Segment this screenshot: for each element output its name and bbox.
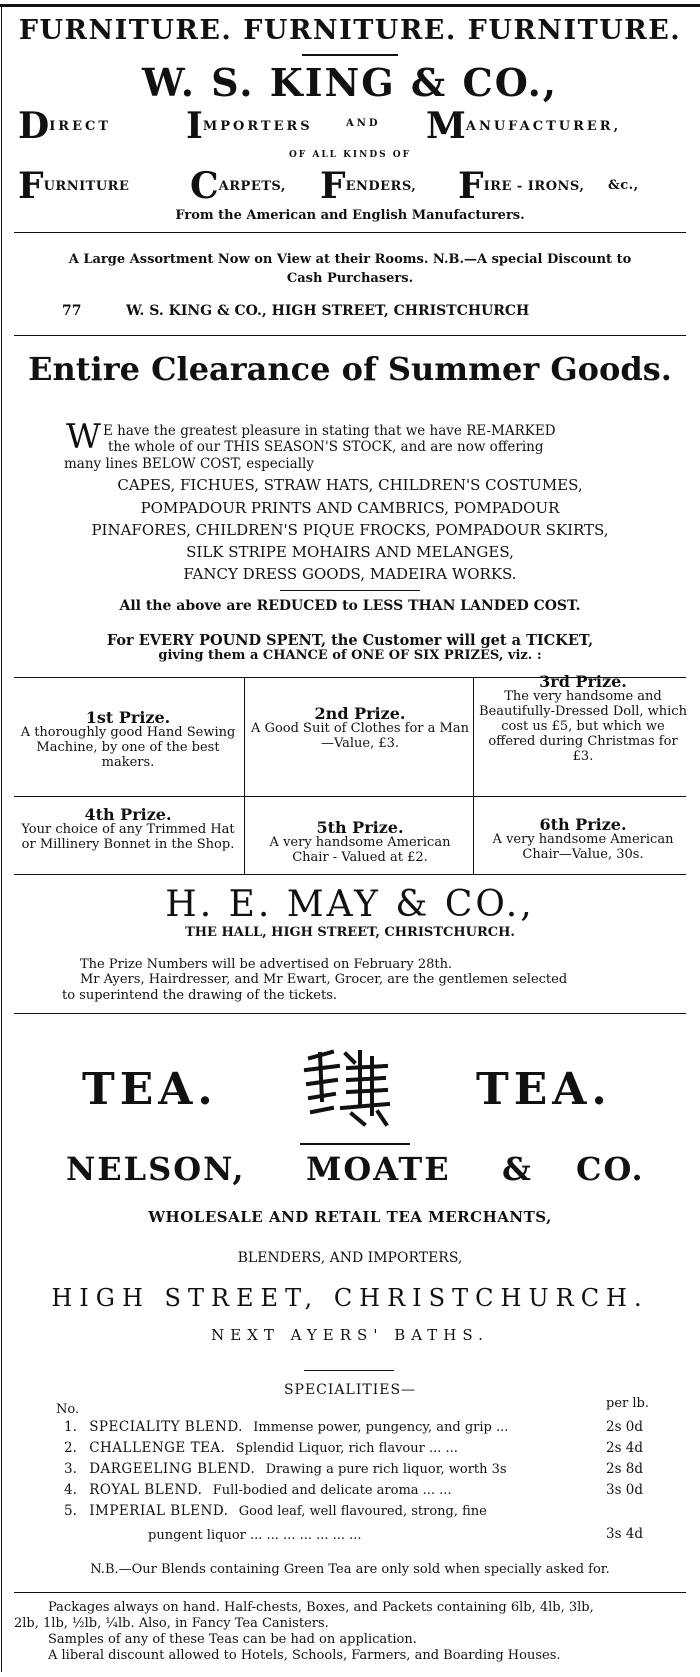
tea-item-desc: Drawing a pure rich liquor, worth 3s <box>265 1462 507 1477</box>
may-goods-line-5: FANCY DRESS GOODS, MADEIRA WORKS. <box>183 565 517 583</box>
may-every-pound-2: giving them a CHANCE of ONE OF SIX PRIZES, viz. : <box>158 648 542 663</box>
king-short-rule <box>302 54 398 56</box>
tea-item-desc: Good leaf, well flavoured, strong, fine <box>238 1504 487 1519</box>
tea-next-baths: NEXT AYERS' BATHS. <box>211 1326 489 1344</box>
and-word: AND <box>346 118 381 129</box>
tea-wholesale: WHOLESALE AND RETAIL TEA MERCHANTS, <box>148 1208 552 1226</box>
prize-divider-2 <box>473 677 474 874</box>
prize-4-text: Your choice of any Trimmed Hat or Millinery Bonnet in the Shop. <box>21 822 235 852</box>
tea-specialities-heading: SPECIALITIES— <box>283 1382 417 1398</box>
tea-item-name: CHALLENGE TEA. <box>89 1440 226 1456</box>
prize-table-bottom <box>14 874 686 875</box>
may-note-1: The Prize Numbers will be advertised on February 28th. <box>80 957 453 972</box>
tea-item-5-price: 3s 4d <box>606 1526 644 1542</box>
divider-2 <box>14 1013 686 1014</box>
manufacturer-word: MANUFACTURER, <box>426 105 622 147</box>
tea-item-price: 2s 8d <box>606 1461 644 1477</box>
importers-word: IMPORTERS <box>186 105 313 147</box>
king-assortment-1: A Large Assortment Now on View at their Rooms. N.B.—A special Discount to <box>68 252 632 267</box>
may-note-2: Mr Ayers, Hairdresser, and Mr Ewart, Grocer, are the gentlemen selected <box>80 972 568 987</box>
tea-item-desc: Splendid Liquor, rich flavour ... ... <box>235 1441 458 1456</box>
tea-per-lb-label: per lb. <box>606 1396 649 1411</box>
prize-divider-1 <box>244 677 245 874</box>
tea-word-left: TEA. <box>82 1064 218 1115</box>
king-mid-rule <box>14 232 686 233</box>
tea-nb-green: N.B.—Our Blends containing Green Tea are only sold when specially asked for. <box>90 1562 610 1577</box>
tea-short-rule-2 <box>304 1370 394 1371</box>
prize-1-text: A thoroughly good Hand Sewing Machine, by one of the best makers. <box>20 725 236 770</box>
prize-5-text: A very handsome American Chair - Valued at £2. <box>269 835 451 865</box>
prize-table-mid <box>14 796 686 797</box>
may-address: THE HALL, HIGH STREET, CHRISTCHURCH. <box>185 925 515 940</box>
may-note-3: to superintend the drawing of the tickets. <box>62 988 338 1003</box>
tea-item-name: DARGEELING BLEND. <box>89 1461 256 1477</box>
tea-item-num: 2. <box>64 1440 77 1456</box>
may-goods-line-3: PINAFORES, CHILDREN'S PIQUE FROCKS, POMPADOUR SKIRTS, <box>91 521 609 539</box>
prize-cell-4 <box>14 807 242 852</box>
tea-item-row <box>64 1461 507 1477</box>
king-banner: FURNITURE. FURNITURE. FURNITURE. <box>18 15 682 46</box>
tea-item-num: 5. <box>64 1503 77 1519</box>
co-word: CO. <box>576 1150 645 1188</box>
divider-1 <box>14 335 686 336</box>
prize-cell-5 <box>250 820 470 865</box>
tea-item-desc: Immense power, pungency, and grip ... <box>253 1420 509 1435</box>
tea-item-num: 4. <box>64 1482 77 1498</box>
tea-item-row <box>64 1440 458 1456</box>
may-goods-line-2: POMPADOUR PRINTS AND CAMBRICS, POMPADOUR <box>140 499 560 517</box>
prize-6-text: A very handsome American Chair—Value, 30s. <box>492 832 674 862</box>
may-short-rule <box>280 590 420 591</box>
may-title: Entire Clearance of Summer Goods. <box>28 350 672 388</box>
prize-2-title: 2nd Prize. <box>314 704 406 723</box>
king-address: W. S. KING & CO., HIGH STREET, CHRISTCHURCH <box>126 303 530 319</box>
tea-blenders: BLENDERS, AND IMPORTERS, <box>237 1250 463 1266</box>
moate-word: MOATE <box>306 1150 451 1188</box>
prize-1-title: 1st Prize. <box>85 708 171 727</box>
tea-item-num: 1. <box>64 1419 77 1435</box>
tea-item-row <box>64 1503 487 1519</box>
may-intro-1: E have the greatest pleasure in stating that we have RE-MARKED <box>103 423 556 439</box>
furniture-word: FURNITURE <box>18 165 130 207</box>
may-goods-line-4: SILK STRIPE MOHAIRS AND MELANGES, <box>186 543 514 561</box>
prize-cell-3 <box>478 674 688 764</box>
prize-cell-2 <box>250 706 470 751</box>
king-assortment-2: Cash Purchasers. <box>286 271 414 286</box>
king-of-all-kinds: OF ALL KINDS OF <box>288 150 412 160</box>
king-company-name: W. S. KING & CO., <box>141 60 559 105</box>
prize-4-title: 4th Prize. <box>84 805 172 824</box>
tea-company-name <box>0 1150 700 1200</box>
prize-cell-1 <box>14 710 242 770</box>
chinese-character-emblem-icon <box>302 1048 392 1128</box>
may-intro-3: many lines BELOW COST, especially <box>64 456 314 472</box>
prize-3-title: 3rd Prize. <box>539 672 627 691</box>
tea-item-5-continuation: pungent liquor ... ... ... ... ... ... ... <box>148 1528 362 1543</box>
tea-item-name: ROYAL BLEND. <box>89 1482 203 1498</box>
tea-short-rule-1 <box>300 1143 410 1145</box>
tea-packages-1: Packages always on hand. Half-chests, Boxes, and Packets containing 6lb, 4lb, 3lb, <box>48 1600 594 1615</box>
tea-item-price: 3s 0d <box>606 1482 644 1498</box>
divider-3 <box>14 1592 686 1593</box>
fenders-word: FENDERS, <box>320 165 417 207</box>
tea-item-desc: Full-bodied and delicate aroma ... ... <box>212 1483 452 1498</box>
tea-item-price: 2s 0d <box>606 1419 644 1435</box>
tea-item-name: SPECIALITY BLEND. <box>89 1419 243 1435</box>
tea-item-num: 3. <box>64 1461 77 1477</box>
tea-packages-2: 2lb, 1lb, ½lb, ¼lb. Also, in Fancy Tea Canisters. <box>14 1616 329 1631</box>
may-intro-2: the whole of our THIS SEASON'S STOCK, and are now offering <box>108 439 544 455</box>
tea-packages-4: A liberal discount allowed to Hotels, Schools, Farmers, and Boarding Houses. <box>48 1648 561 1663</box>
prize-5-title: 5th Prize. <box>316 818 404 837</box>
direct-word: DIRECT <box>18 105 112 147</box>
tea-item-row <box>64 1482 452 1498</box>
may-goods-line-1: CAPES, FICHUES, STRAW HATS, CHILDREN'S COSTUMES, <box>117 476 583 494</box>
tea-word-right: TEA. <box>476 1064 612 1115</box>
nelson-word: NELSON, <box>66 1150 246 1188</box>
tea-item-price: 2s 4d <box>606 1440 644 1456</box>
carpets-word: CARPETS, <box>190 165 286 207</box>
tea-item-row <box>64 1419 508 1435</box>
etc-word: &c., <box>608 178 639 193</box>
prize-cell-6 <box>478 817 688 862</box>
may-intro-cap: W <box>66 417 101 457</box>
tea-street: HIGH STREET, CHRISTCHURCH. <box>51 1284 649 1312</box>
page-border-top <box>0 4 700 7</box>
may-every-pound-1: For EVERY POUND SPENT, the Customer will get a TICKET, <box>106 632 594 649</box>
prize-2-text: A Good Suit of Clothes for a Man—Value, £3. <box>251 721 469 751</box>
prize-6-title: 6th Prize. <box>539 815 627 834</box>
tea-packages-3: Samples of any of these Teas can be had on application. <box>48 1632 417 1647</box>
fire-irons-word: FIRE - IRONS, <box>458 165 585 207</box>
king-ad-number: 77 <box>62 303 82 319</box>
tea-no-label: No. <box>56 1402 80 1417</box>
king-from-line: From the American and English Manufacturers. <box>175 208 525 223</box>
prize-3-text: The very handsome and Beautifully-Dressed Doll, which cost us £5, but which we offered during Christmas for £3. <box>479 689 687 764</box>
ampersand-word: & <box>502 1150 531 1188</box>
tea-item-name: IMPERIAL BLEND. <box>89 1503 229 1519</box>
may-company-name: H. E. MAY & CO., <box>165 884 535 925</box>
may-reduced-line: All the above are REDUCED to LESS THAN LANDED COST. <box>119 598 581 614</box>
